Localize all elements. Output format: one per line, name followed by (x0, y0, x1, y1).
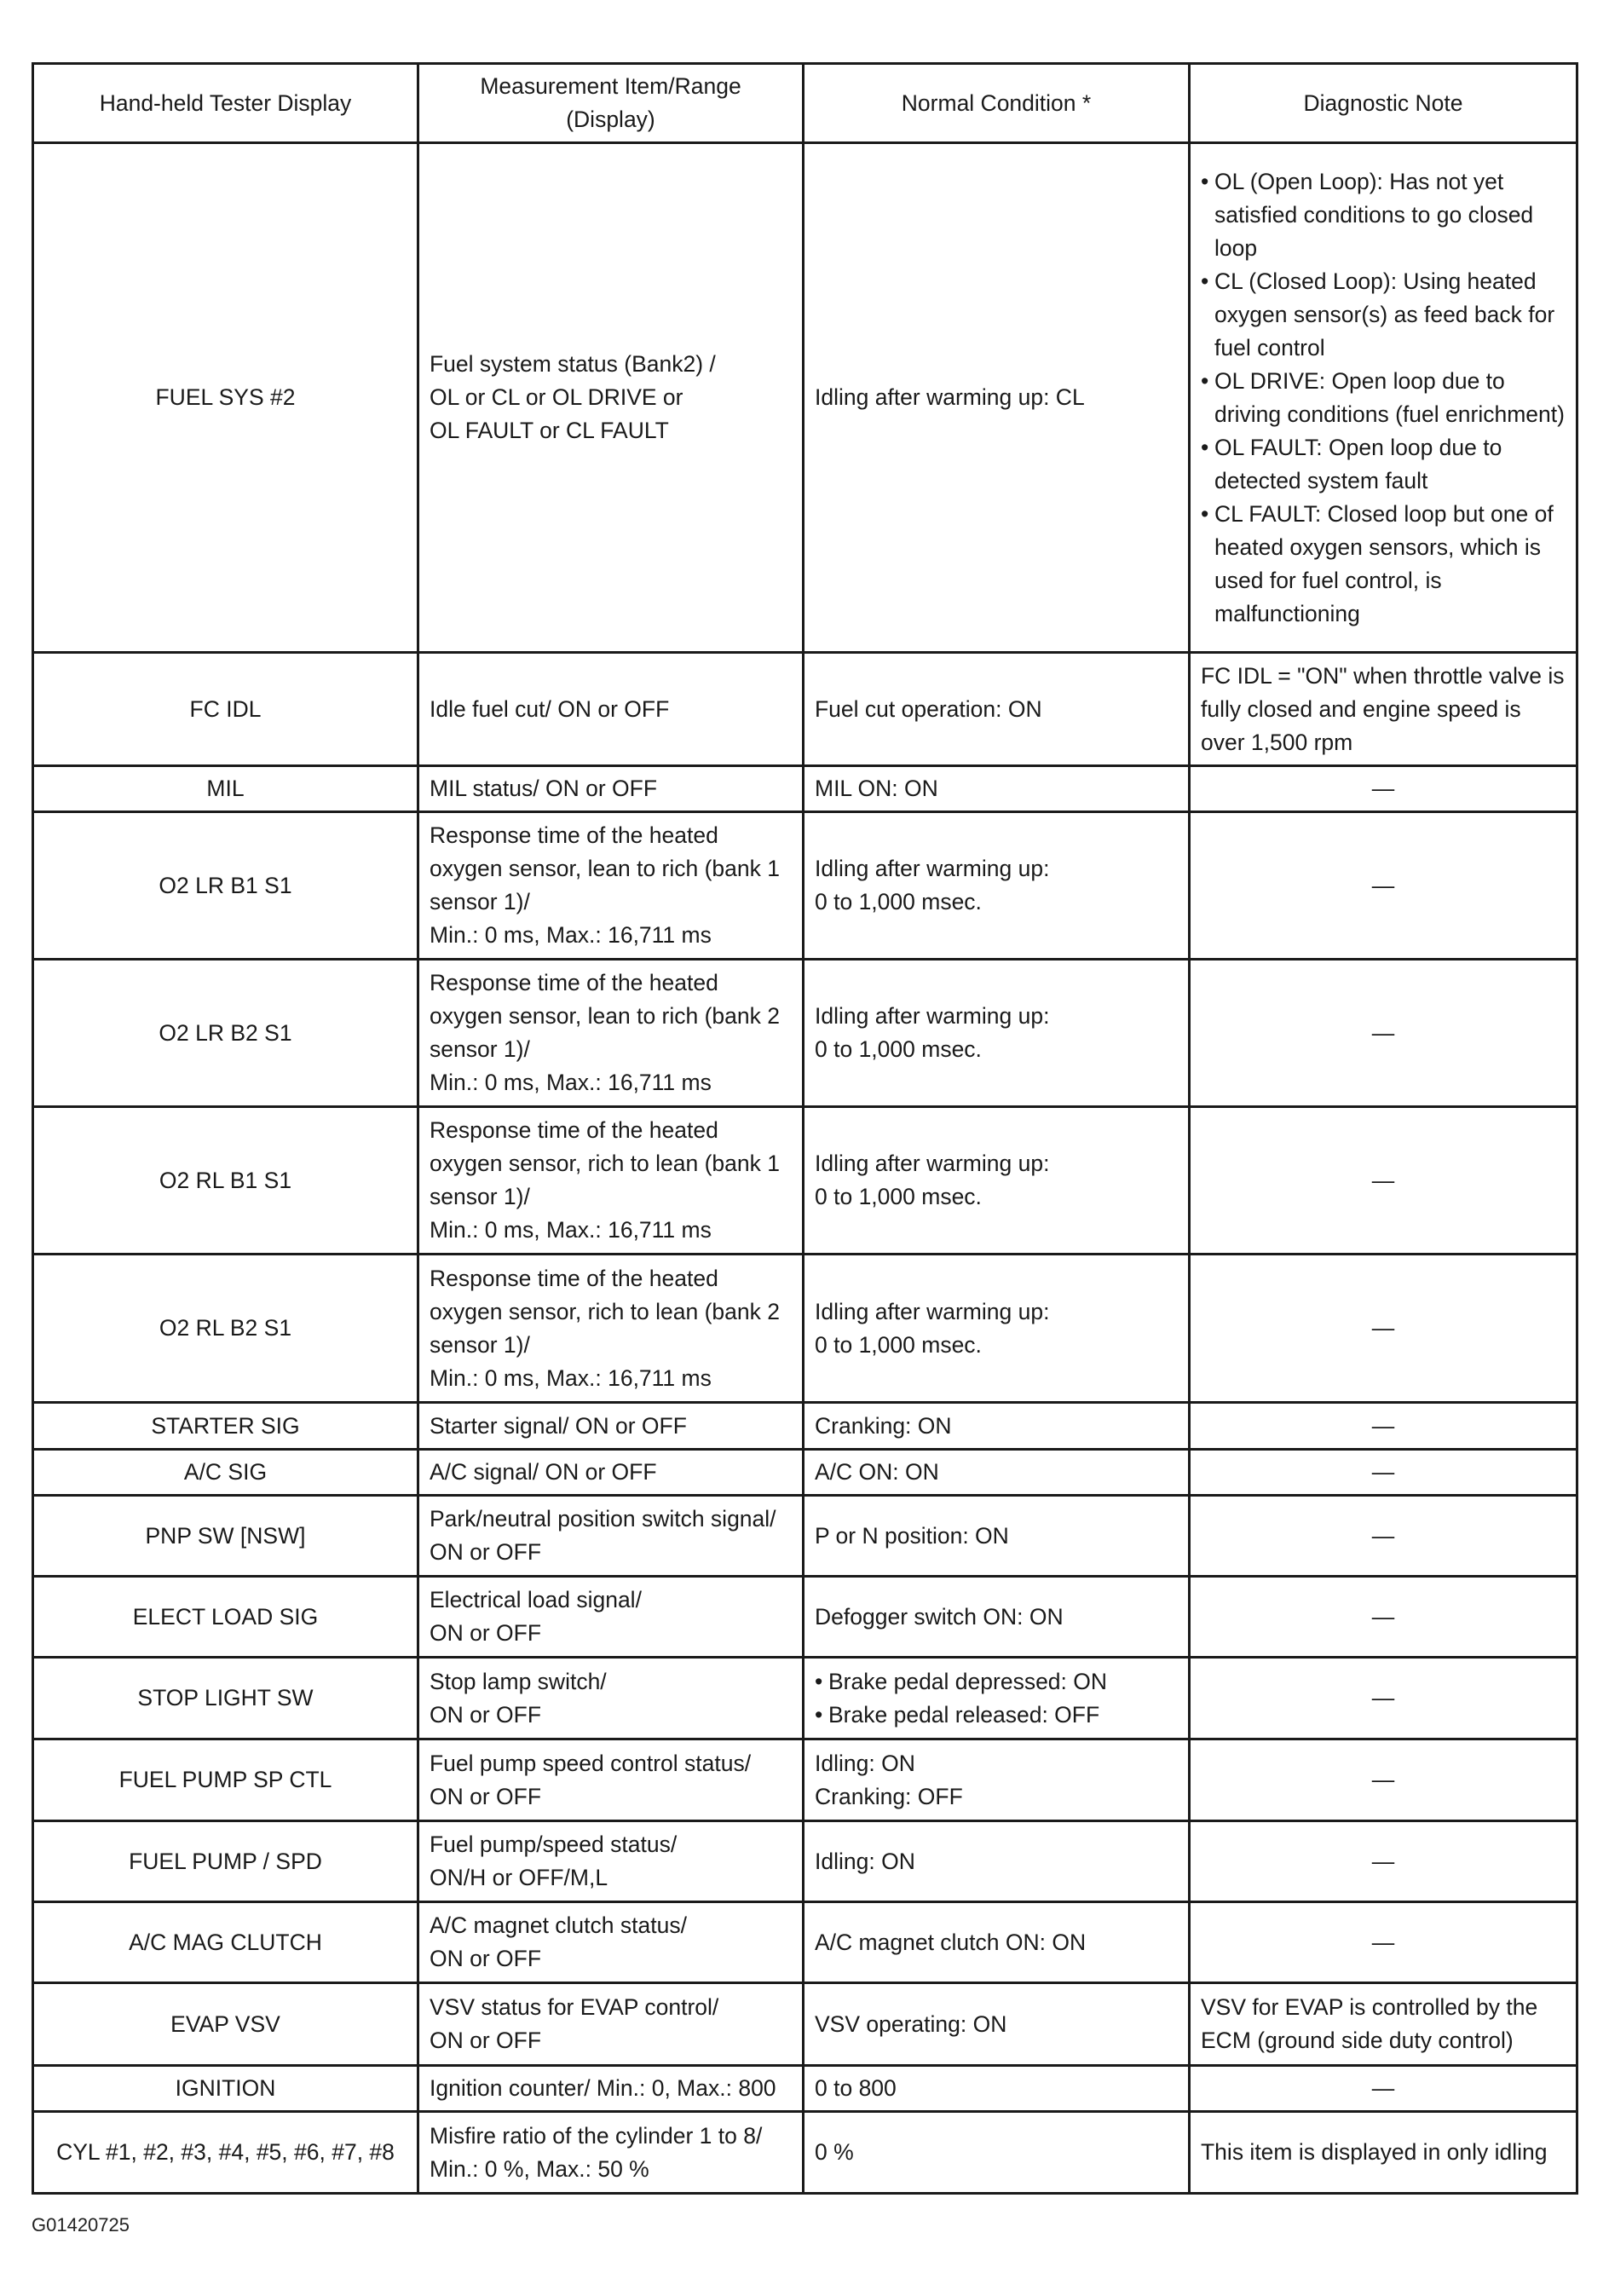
normal-condition-line: 0 to 800 (815, 2075, 897, 2101)
measurement-line: Min.: 0 %, Max.: 50 % (430, 2155, 649, 2182)
header-measurement-line: Measurement Item/Range (480, 73, 741, 99)
normal-condition-line: 0 to 1,000 msec. (815, 1184, 982, 1209)
normal-condition-cell (804, 1658, 1190, 1739)
measurement-cell (418, 1107, 804, 1255)
diagnostic-note-empty-dash: — (1190, 2066, 1577, 2112)
tester-display-cell: FUEL PUMP / SPD (33, 1821, 418, 1902)
measurement-line: Min.: 0 ms, Max.: 16,711 ms (430, 1364, 712, 1391)
normal-condition-line: A/C magnet clutch ON: ON (815, 1929, 1087, 1955)
tester-data-table (32, 62, 1578, 2195)
normal-condition-item: • Brake pedal released: OFF (815, 1699, 1178, 1732)
diagnostic-note-empty-dash: — (1190, 1450, 1577, 1496)
normal-condition-cell (804, 766, 1190, 812)
table-row (33, 812, 1577, 960)
normal-condition-line: Idling: ON (815, 1848, 915, 1874)
normal-condition-cell (804, 2112, 1190, 2194)
table-row (33, 1983, 1577, 2066)
normal-condition-cell (804, 1902, 1190, 1983)
measurement-line: ON or OFF (430, 1701, 542, 1728)
normal-condition-line: Idling after warming up: (815, 856, 1050, 881)
normal-condition-line: Defogger switch ON: ON (815, 1603, 1064, 1630)
diagnostic-note-item: • OL DRIVE: Open loop due to driving conditions (fuel enrichment) (1201, 365, 1566, 431)
measurement-line: MIL status/ ON or OFF (430, 776, 658, 801)
measurement-line: A/C signal/ ON or OFF (430, 1459, 657, 1485)
diagnostic-note-item: • CL (Closed Loop): Using heated oxygen sensor(s) as feed back for fuel control (1201, 265, 1566, 365)
table-row (33, 1821, 1577, 1902)
diagnostic-note-empty-dash: — (1190, 812, 1577, 960)
measurement-line: Starter signal/ ON or OFF (430, 1412, 687, 1439)
diagnostic-note-empty-dash: — (1190, 1403, 1577, 1450)
table-row (33, 653, 1577, 766)
table-row (33, 143, 1577, 653)
tester-display-cell: FC IDL (33, 653, 418, 766)
measurement-cell (418, 2112, 804, 2194)
diagnostic-note-cell (1190, 143, 1577, 653)
table-row (33, 1658, 1577, 1739)
measurement-line: Idle fuel cut/ ON or OFF (430, 695, 670, 722)
measurement-cell (418, 1496, 804, 1577)
diagnostic-note-cell: This item is displayed in only idling (1190, 2112, 1577, 2194)
measurement-cell (418, 1902, 804, 1983)
measurement-line: Fuel system status (Bank2) / (430, 351, 716, 377)
table-row (33, 1107, 1577, 1255)
normal-condition-line: Cranking: OFF (815, 1783, 963, 1809)
tester-display-cell: A/C SIG (33, 1450, 418, 1496)
normal-condition-line: Idling: ON (815, 1750, 915, 1776)
measurement-line: A/C magnet clutch status/ (430, 1912, 687, 1938)
normal-condition-cell (804, 1403, 1190, 1450)
measurement-cell (418, 1403, 804, 1450)
header-row (33, 64, 1577, 143)
normal-condition-cell (804, 1739, 1190, 1821)
normal-condition-line: P or N position: ON (815, 1522, 1009, 1549)
normal-condition-cell (804, 1450, 1190, 1496)
normal-condition-cell (804, 2066, 1190, 2112)
tester-display-cell: FUEL SYS #2 (33, 143, 418, 653)
normal-condition-cell (804, 653, 1190, 766)
tester-display-cell: IGNITION (33, 2066, 418, 2112)
measurement-line: Fuel pump/speed status/ (430, 1832, 678, 1857)
table-body (33, 143, 1577, 2194)
normal-condition-line: A/C ON: ON (815, 1459, 939, 1485)
diagnostic-note-empty-dash: — (1190, 1496, 1577, 1577)
measurement-line: Response time of the heated oxygen sensor, rich to lean (bank 1 sensor 1)/ (430, 1117, 780, 1209)
normal-condition-line: 0 % (815, 2139, 854, 2165)
diagnostic-note-item: • CL FAULT: Closed loop but one of heated oxygen sensors, which is used for fuel control, is malfunctioning (1201, 498, 1566, 631)
tester-display-cell: O2 RL B1 S1 (33, 1107, 418, 1255)
normal-condition-cell (804, 812, 1190, 960)
normal-condition-line: MIL ON: ON (815, 776, 938, 801)
diagnostic-note-empty-dash: — (1190, 1107, 1577, 1255)
tester-display-cell: PNP SW [NSW] (33, 1496, 418, 1577)
measurement-cell (418, 766, 804, 812)
measurement-line: OL or CL or OL DRIVE or (430, 384, 683, 410)
normal-condition-line: 0 to 1,000 msec. (815, 1331, 982, 1358)
measurement-line: Response time of the heated oxygen sensor, lean to rich (bank 2 sensor 1)/ (430, 970, 780, 1062)
diagnostic-note-empty-dash: — (1190, 766, 1577, 812)
diagnostic-note-empty-dash: — (1190, 1821, 1577, 1902)
normal-condition-line: Idling after warming up: CL (815, 384, 1085, 410)
measurement-line: Electrical load signal/ (430, 1587, 642, 1612)
diagnostic-note-empty-dash: — (1190, 1739, 1577, 1821)
tester-display-cell: A/C MAG CLUTCH (33, 1902, 418, 1983)
measurement-line: ON or OFF (430, 2028, 542, 2053)
measurement-cell (418, 2066, 804, 2112)
header-normal-condition: Normal Condition * (804, 64, 1190, 143)
normal-condition-line: 0 to 1,000 msec. (815, 889, 982, 914)
measurement-line: Min.: 0 ms, Max.: 16,711 ms (430, 1217, 712, 1243)
measurement-line: Response time of the heated oxygen sensor, rich to lean (bank 2 sensor 1)/ (430, 1265, 780, 1358)
measurement-line: Min.: 0 ms, Max.: 16,711 ms (430, 922, 712, 948)
normal-condition-cell (804, 1255, 1190, 1403)
measurement-cell (418, 653, 804, 766)
measurement-cell (418, 1739, 804, 1821)
diagnostic-data-table-sheet (32, 62, 1576, 2195)
measurement-line: Min.: 0 ms, Max.: 16,711 ms (430, 1070, 712, 1095)
measurement-line: Stop lamp switch/ (430, 1668, 607, 1694)
header-tester-display: Hand-held Tester Display (33, 64, 418, 143)
diagnostic-note-item: • OL (Open Loop): Has not yet satisfied conditions to go closed loop (1201, 165, 1566, 265)
normal-condition-cell (804, 1821, 1190, 1902)
table-row (33, 1739, 1577, 1821)
normal-condition-cell (804, 1107, 1190, 1255)
measurement-line: Response time of the heated oxygen sensor, lean to rich (bank 1 sensor 1)/ (430, 822, 780, 914)
normal-condition-line: Idling after warming up: (815, 1151, 1050, 1176)
measurement-cell (418, 1983, 804, 2066)
header-diagnostic-note: Diagnostic Note (1190, 64, 1577, 143)
measurement-cell (418, 143, 804, 653)
measurement-line: ON or OFF (430, 1620, 542, 1646)
diagnostic-note-empty-dash: — (1190, 960, 1577, 1107)
tester-display-cell: ELECT LOAD SIG (33, 1577, 418, 1658)
measurement-cell (418, 1255, 804, 1403)
measurement-cell (418, 812, 804, 960)
table-row (33, 1450, 1577, 1496)
measurement-line: Park/neutral position switch signal/ (430, 1506, 776, 1532)
tester-display-cell: CYL #1, #2, #3, #4, #5, #6, #7, #8 (33, 2112, 418, 2194)
normal-condition-cell (804, 960, 1190, 1107)
table-row (33, 1403, 1577, 1450)
normal-condition-cell (804, 1983, 1190, 2066)
measurement-line: OL FAULT or CL FAULT (430, 418, 669, 443)
normal-condition-cell (804, 1496, 1190, 1577)
header-measurement-item (418, 64, 804, 143)
tester-display-cell: FUEL PUMP SP CTL (33, 1739, 418, 1821)
measurement-line: VSV status for EVAP control/ (430, 1994, 719, 2020)
diagnostic-note-item: • OL FAULT: Open loop due to detected system fault (1201, 431, 1566, 498)
normal-condition-cell (804, 1577, 1190, 1658)
measurement-line: ON/H or OFF/M,L (430, 1865, 608, 1890)
tester-display-cell: O2 LR B2 S1 (33, 960, 418, 1107)
measurement-cell (418, 1658, 804, 1739)
diagnostic-note-list (1201, 165, 1566, 631)
tester-display-cell: STOP LIGHT SW (33, 1658, 418, 1739)
diagnostic-note-cell: FC IDL = "ON" when throttle valve is fully closed and engine speed is over 1,500 rpm (1190, 653, 1577, 766)
measurement-line: ON or OFF (430, 1946, 542, 1971)
measurement-cell (418, 960, 804, 1107)
normal-condition-cell (804, 143, 1190, 653)
tester-display-cell: EVAP VSV (33, 1983, 418, 2066)
table-row (33, 2066, 1577, 2112)
normal-condition-line: Cranking: ON (815, 1412, 952, 1439)
tester-display-cell: O2 RL B2 S1 (33, 1255, 418, 1403)
table-row (33, 1577, 1577, 1658)
normal-condition-line: Fuel cut operation: ON (815, 695, 1042, 722)
table-row (33, 766, 1577, 812)
table-row (33, 1255, 1577, 1403)
diagnostic-note-empty-dash: — (1190, 1902, 1577, 1983)
diagnostic-note-empty-dash: — (1190, 1658, 1577, 1739)
table-row (33, 1496, 1577, 1577)
normal-condition-line: 0 to 1,000 msec. (815, 1036, 982, 1062)
measurement-line: Misfire ratio of the cylinder 1 to 8/ (430, 2122, 763, 2149)
figure-id: G01420725 (32, 2214, 130, 2235)
normal-condition-line: VSV operating: ON (815, 2010, 1007, 2037)
tester-display-cell: STARTER SIG (33, 1403, 418, 1450)
normal-condition-line: Idling after warming up: (815, 1298, 1050, 1324)
measurement-line: Ignition counter/ Min.: 0, Max.: 800 (430, 2075, 776, 2101)
header-measurement-line: (Display) (566, 107, 655, 132)
measurement-cell (418, 1450, 804, 1496)
normal-condition-line: Idling after warming up: (815, 1003, 1050, 1029)
table-row (33, 960, 1577, 1107)
diagnostic-note-cell: VSV for EVAP is controlled by the ECM (ground side duty control) (1190, 1983, 1577, 2066)
table-row (33, 2112, 1577, 2194)
normal-condition-list (815, 1665, 1178, 1732)
measurement-cell (418, 1821, 804, 1902)
diagnostic-note-empty-dash: — (1190, 1255, 1577, 1403)
tester-display-cell: O2 LR B1 S1 (33, 812, 418, 960)
measurement-line: ON or OFF (430, 1783, 542, 1809)
measurement-line: ON or OFF (430, 1539, 542, 1565)
diagnostic-note-empty-dash: — (1190, 1577, 1577, 1658)
normal-condition-item: • Brake pedal depressed: ON (815, 1665, 1178, 1699)
measurement-cell (418, 1577, 804, 1658)
table-row (33, 1902, 1577, 1983)
measurement-line: Fuel pump speed control status/ (430, 1750, 752, 1776)
tester-display-cell: MIL (33, 766, 418, 812)
